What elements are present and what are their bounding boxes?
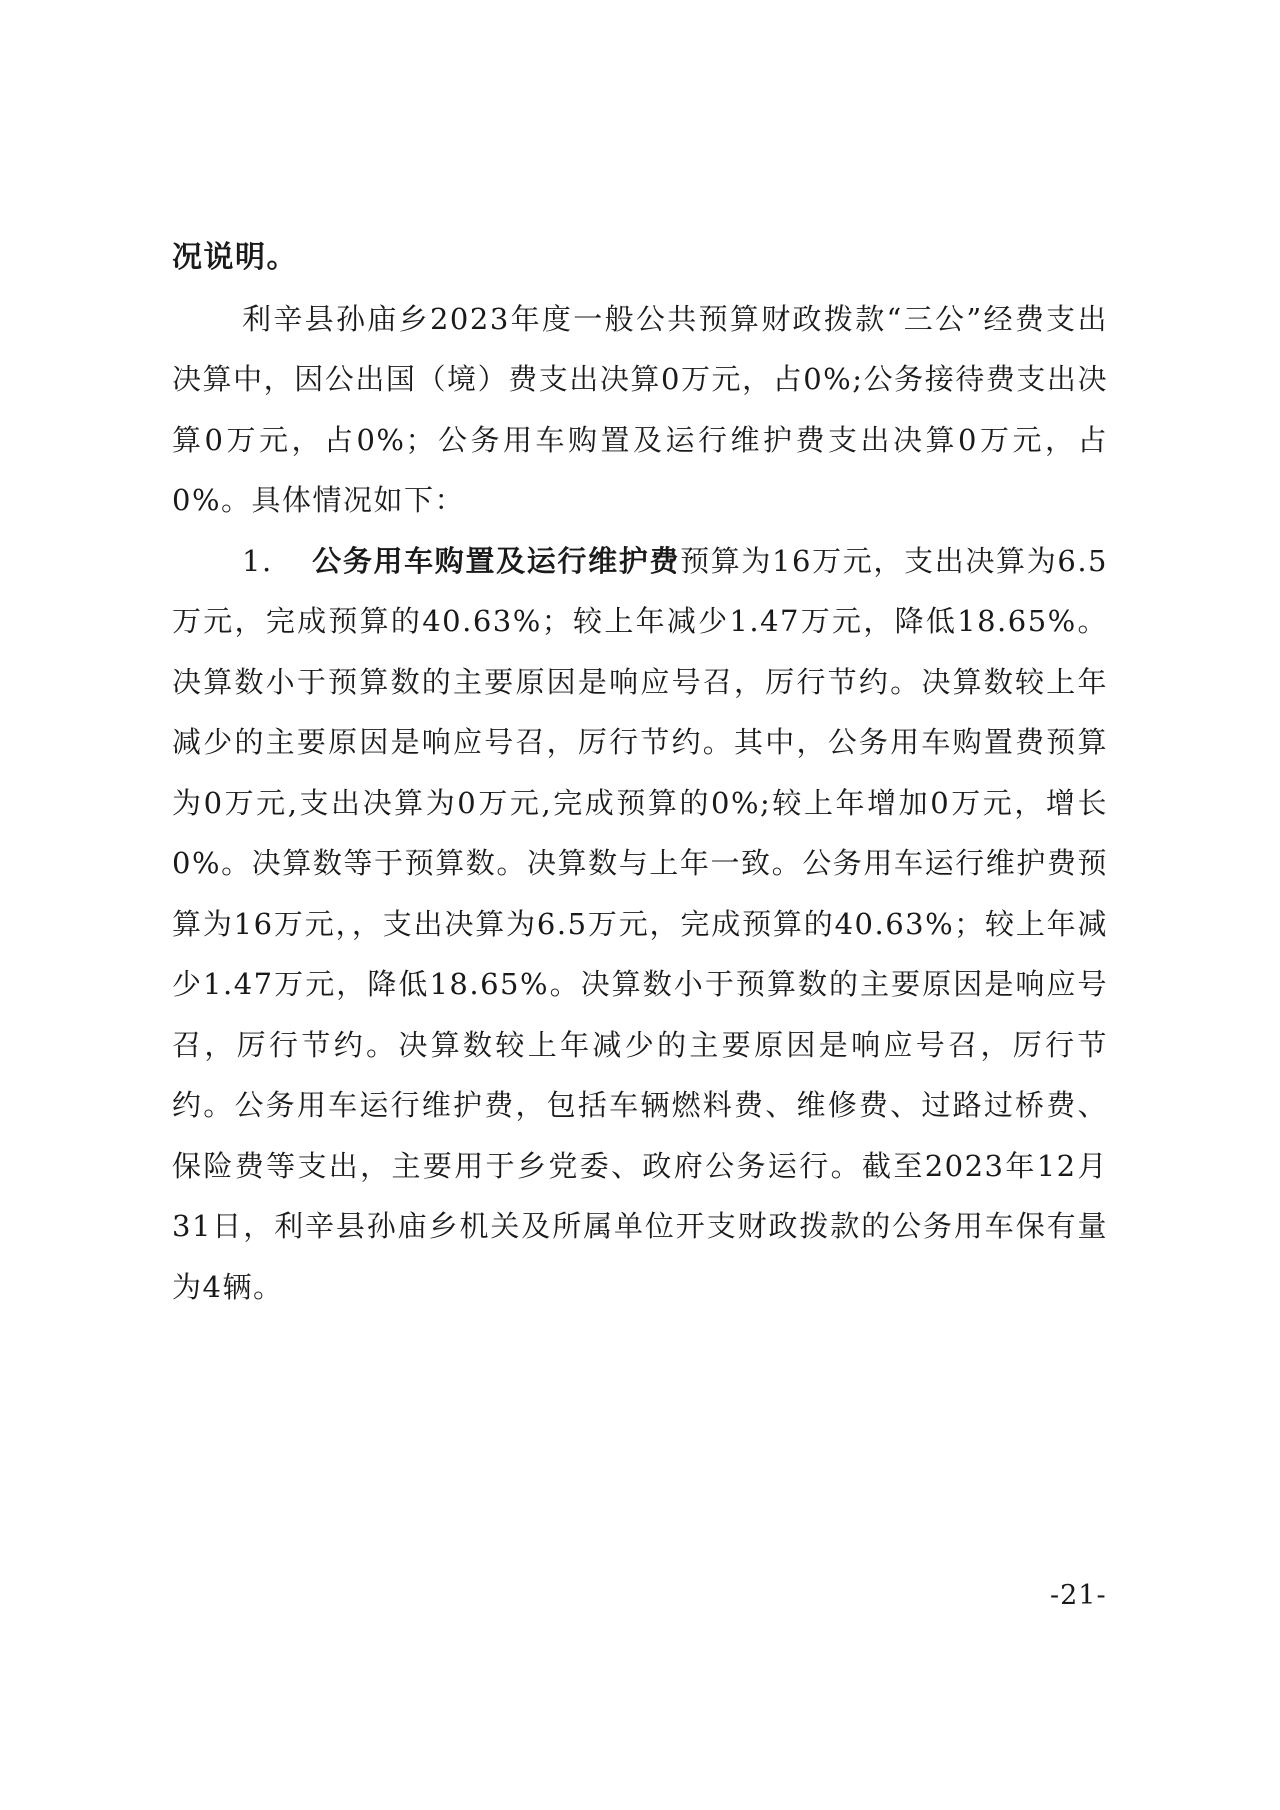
item-text: 预算为16万元，支出决算为6.5万元，完成预算的40.63%；较上年减少1.47万元，降低18.65%。决算数小于预算数的主要原因是响应号召，厉行节约。决算数较上年减少的主要原因是响应号召，厉行节约。其中，公务用车购置费预算为0万元,支出决算为0万元,完成预算的0%;较上年增加0万元，增长0%。决算数等于预算数。决算数与上年一致。公务用车运行维护费预算为16万元，，支出决算为6.5万元，完成预算的40.63%；较上年减少1.47万元，降低18.65%。决算数小于预算数的主要原因是响应号召，厉行节约。决算数较上年减少的主要原因是响应号召，厉行节约。公务用车运行维护费，包括车辆燃料费、维修费、过路过桥费、保险费等支出，主要用于乡党委、政府公务运行。截至2023年12月31日，利辛县孙庙乡机关及所属单位开支财政拨款的公务用车保有量为4辆。 <box>172 543 1108 1304</box>
section-heading-continuation: 况说明。 <box>172 240 298 275</box>
paragraph-item-1 <box>172 531 1108 1318</box>
item-term: 公务用车购置及运行维护费 <box>312 543 681 578</box>
body-text <box>172 228 1108 1317</box>
item-number: 1. <box>242 543 273 578</box>
paragraph-summary: 利辛县孙庙乡2023年度一般公共预算财政拨款“三公”经费支出决算中，因公出国（境）费支出决算0万元，占0%;公务接待费支出决算0万元，占0%；公务用车购置及运行维护费支出决算0万元，占0%。具体情况如下： <box>172 301 1108 517</box>
page-number: -21- <box>1050 1580 1107 1611</box>
